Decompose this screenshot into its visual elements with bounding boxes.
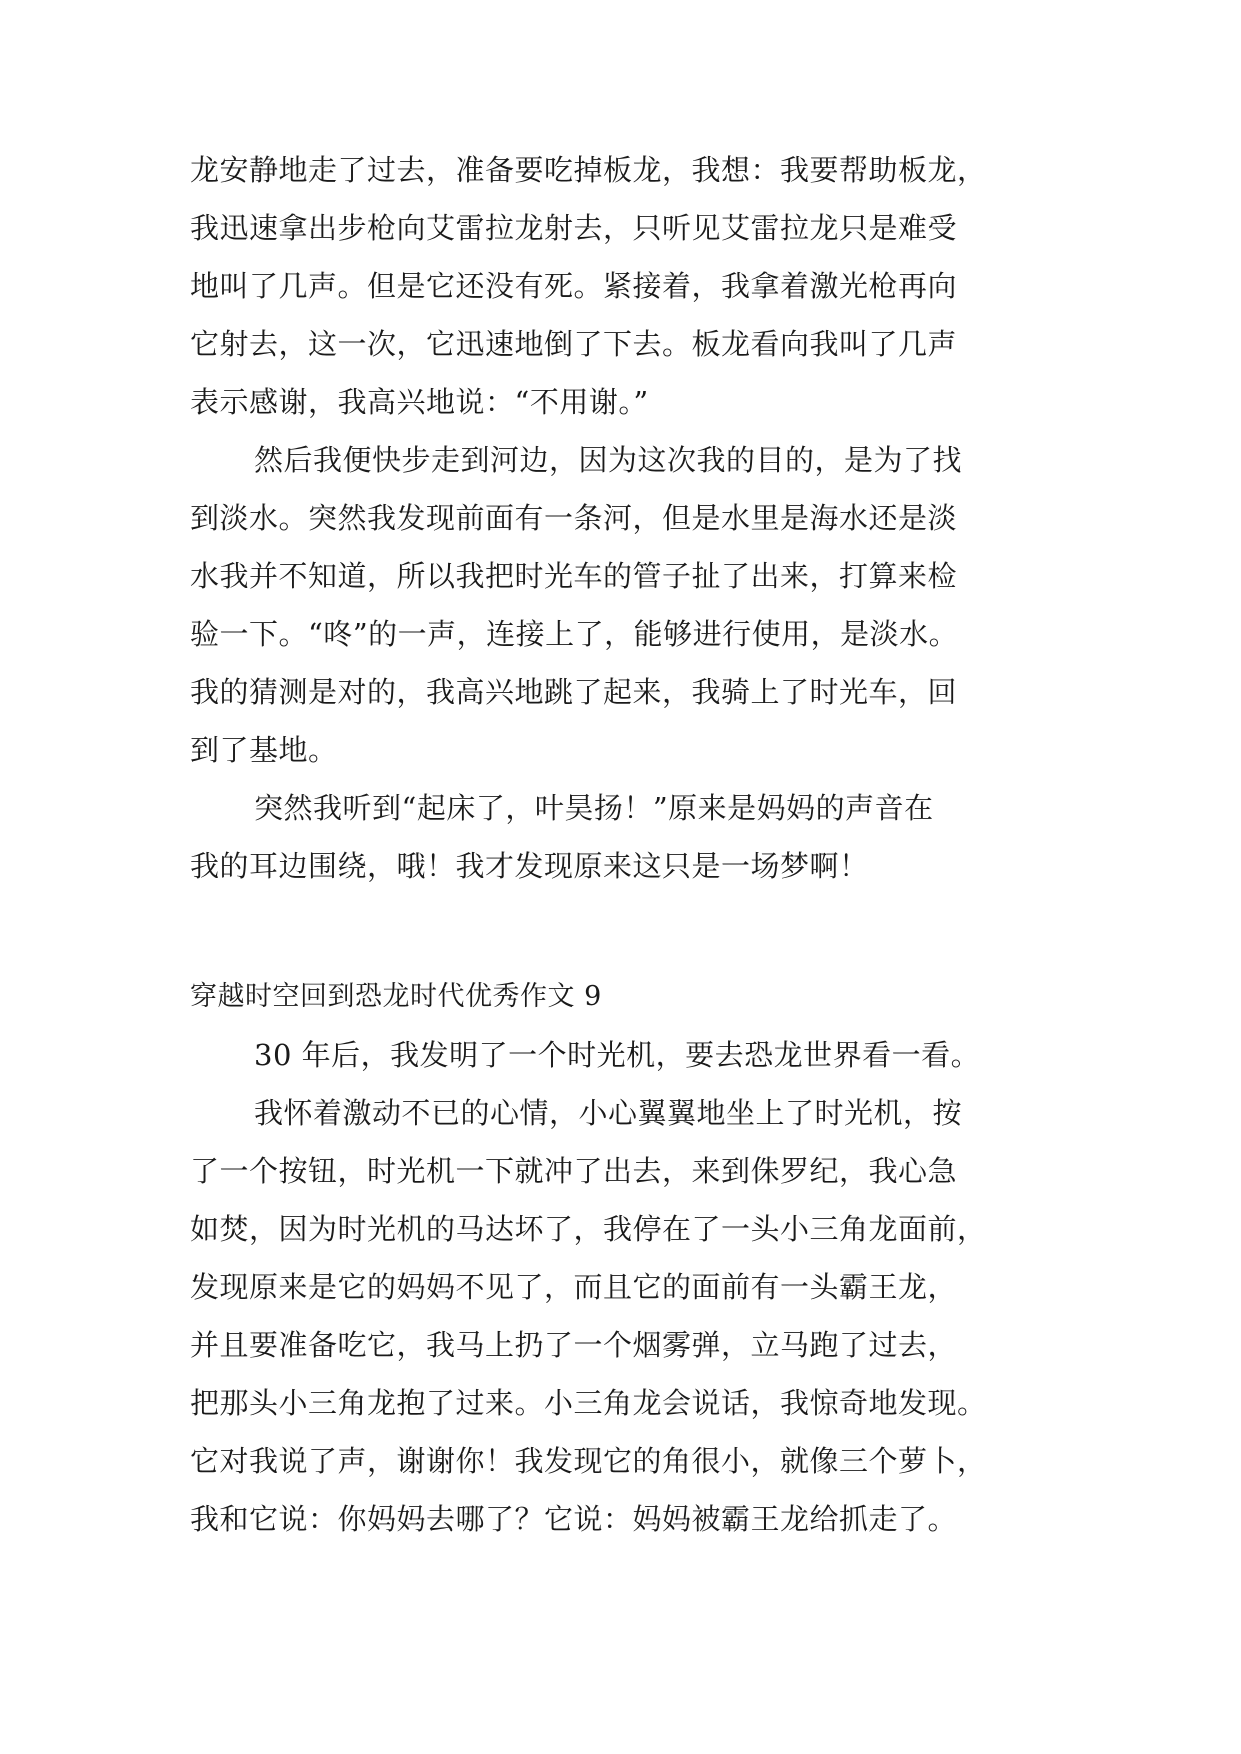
text-line: 把那头小三角龙抱了过来。小三角龙会说话，我惊奇地发现。 [190, 1386, 987, 1420]
text-line: 龙安静地走了过去，准备要吃掉板龙，我想：我要帮助板龙， [190, 153, 987, 187]
text-line: 我的耳边围绕，哦！我才发现原来这只是一场梦啊！ [190, 849, 869, 883]
text-line: 并且要准备吃它，我马上扔了一个烟雾弹，立马跑了过去， [190, 1328, 958, 1362]
text-line: 发现原来是它的妈妈不见了，而且它的面前有一头霸王龙， [190, 1270, 958, 1304]
story-continuation [190, 141, 1070, 895]
text-line: 到淡水。突然我发现前面有一条河，但是水里是海水还是淡 [190, 501, 958, 535]
paragraph-start-line: 我怀着激动不已的心情，小心翼翼地坐上了时光机，按 [254, 1096, 963, 1130]
text-line: 验一下。“咚”的一声，连接上了，能够进行使用，是淡水。 [190, 617, 959, 651]
text-line: 我和它说：你妈妈去哪了？它说：妈妈被霸王龙给抓走了。 [190, 1502, 958, 1536]
section-title: 穿越时空回到恐龙时代优秀作文 9 [190, 981, 602, 1012]
text-line: 我迅速拿出步枪向艾雷拉龙射去，只听见艾雷拉龙只是难受 [190, 211, 958, 245]
text-line: 它射去，这一次，它迅速地倒了下去。板龙看向我叫了几声 [190, 327, 958, 361]
text-line: 如焚，因为时光机的马达坏了，我停在了一头小三角龙面前， [190, 1212, 987, 1246]
paragraph-start-line: 突然我听到“起床了，叶昊扬！”原来是妈妈的声音在 [254, 791, 934, 825]
text-line: 水我并不知道，所以我把时光车的管子扯了出来，打算来检 [190, 559, 958, 593]
paragraph-start-line: 30 年后，我发明了一个时光机，要去恐龙世界看一看。 [254, 1038, 981, 1072]
text-line: 到了基地。 [190, 733, 338, 767]
text-line: 表示感谢，我高兴地说：“不用谢。” [190, 385, 649, 419]
text-line: 我的猜测是对的，我高兴地跳了起来，我骑上了时光车，回 [190, 675, 958, 709]
paragraph-start-line: 然后我便快步走到河边，因为这次我的目的，是为了找 [254, 443, 963, 477]
essay-9-section [190, 968, 1070, 1548]
text-line: 地叫了几声。但是它还没有死。紧接着，我拿着激光枪再向 [190, 269, 958, 303]
text-line: 它对我说了声，谢谢你！我发现它的角很小，就像三个萝卜， [190, 1444, 987, 1478]
text-line: 了一个按钮，时光机一下就冲了出去，来到侏罗纪，我心急 [190, 1154, 958, 1188]
